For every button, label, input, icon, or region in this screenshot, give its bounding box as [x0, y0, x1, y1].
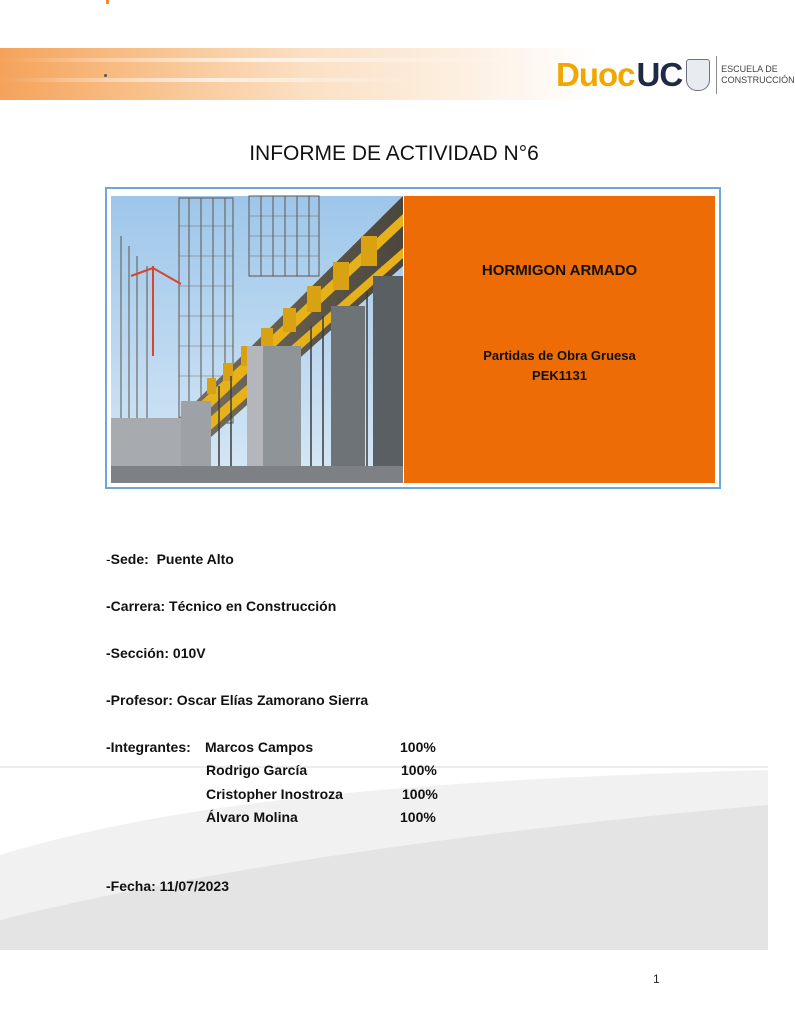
field-sede: [106, 551, 234, 567]
cover-title-panel: [404, 196, 715, 483]
member-name: Álvaro Molina: [206, 809, 298, 825]
page-title: INFORME DE ACTIVIDAD N°6: [249, 142, 539, 165]
bottom-swoosh: [0, 760, 768, 960]
field-dash: -: [106, 878, 111, 894]
field-carrera-text: Carrera: Técnico en Construcción: [110, 598, 337, 614]
field-profesor-text: Profesor: Oscar Elías Zamorano Sierra: [110, 692, 369, 708]
field-seccion-text: Sección: 010V: [110, 645, 206, 661]
field-seccion: [106, 645, 206, 661]
logo-duoc-text: Duoc: [556, 56, 635, 93]
cover-heading: HORMIGON ARMADO: [481, 262, 638, 279]
band-dot: [104, 74, 107, 77]
member-share: 100%: [400, 739, 436, 755]
field-fecha: [106, 878, 229, 894]
cover-subject: Partidas de Obra Gruesa: [483, 348, 636, 363]
duocuc-logo: [556, 52, 795, 98]
member-name: Marcos Campos: [205, 739, 314, 755]
cover-subject-block: [404, 346, 715, 386]
logo-uc-text: UC: [636, 56, 683, 93]
field-dash: -: [106, 551, 111, 567]
field-carrera: [106, 598, 336, 614]
logo-school-line1: ESCUELA DE: [721, 64, 778, 74]
band-streak: [0, 58, 520, 62]
member-name: Rodrigo García: [206, 762, 308, 778]
member-share: 100%: [401, 762, 437, 778]
band-streak: [0, 78, 420, 82]
field-dash: -: [106, 692, 111, 708]
member-share: 100%: [402, 786, 438, 802]
logo-school-line2: CONSTRUCCIÓN: [721, 75, 795, 85]
field-dash: -: [106, 645, 111, 661]
field-fecha-text: Fecha: 11/07/2023: [110, 878, 229, 894]
field-profesor: [106, 692, 368, 708]
field-integrantes-text: Integrantes:: [110, 739, 191, 755]
cover-code: PEK1131: [532, 368, 587, 383]
field-sede-text: Sede: Puente Alto: [110, 551, 234, 567]
logo-divider: [716, 56, 717, 94]
member-name: Cristopher Inostroza: [206, 786, 343, 802]
logo-school-name: [721, 64, 795, 86]
seal-icon: [686, 59, 710, 91]
construction-photo: [111, 196, 403, 483]
top-accent-tick: [106, 0, 109, 4]
field-integrantes: [106, 739, 191, 755]
field-dash: -: [106, 598, 111, 614]
cover-box: [105, 187, 721, 489]
field-dash: -: [106, 739, 111, 755]
member-share: 100%: [400, 809, 436, 825]
page-number: 1: [653, 972, 660, 986]
